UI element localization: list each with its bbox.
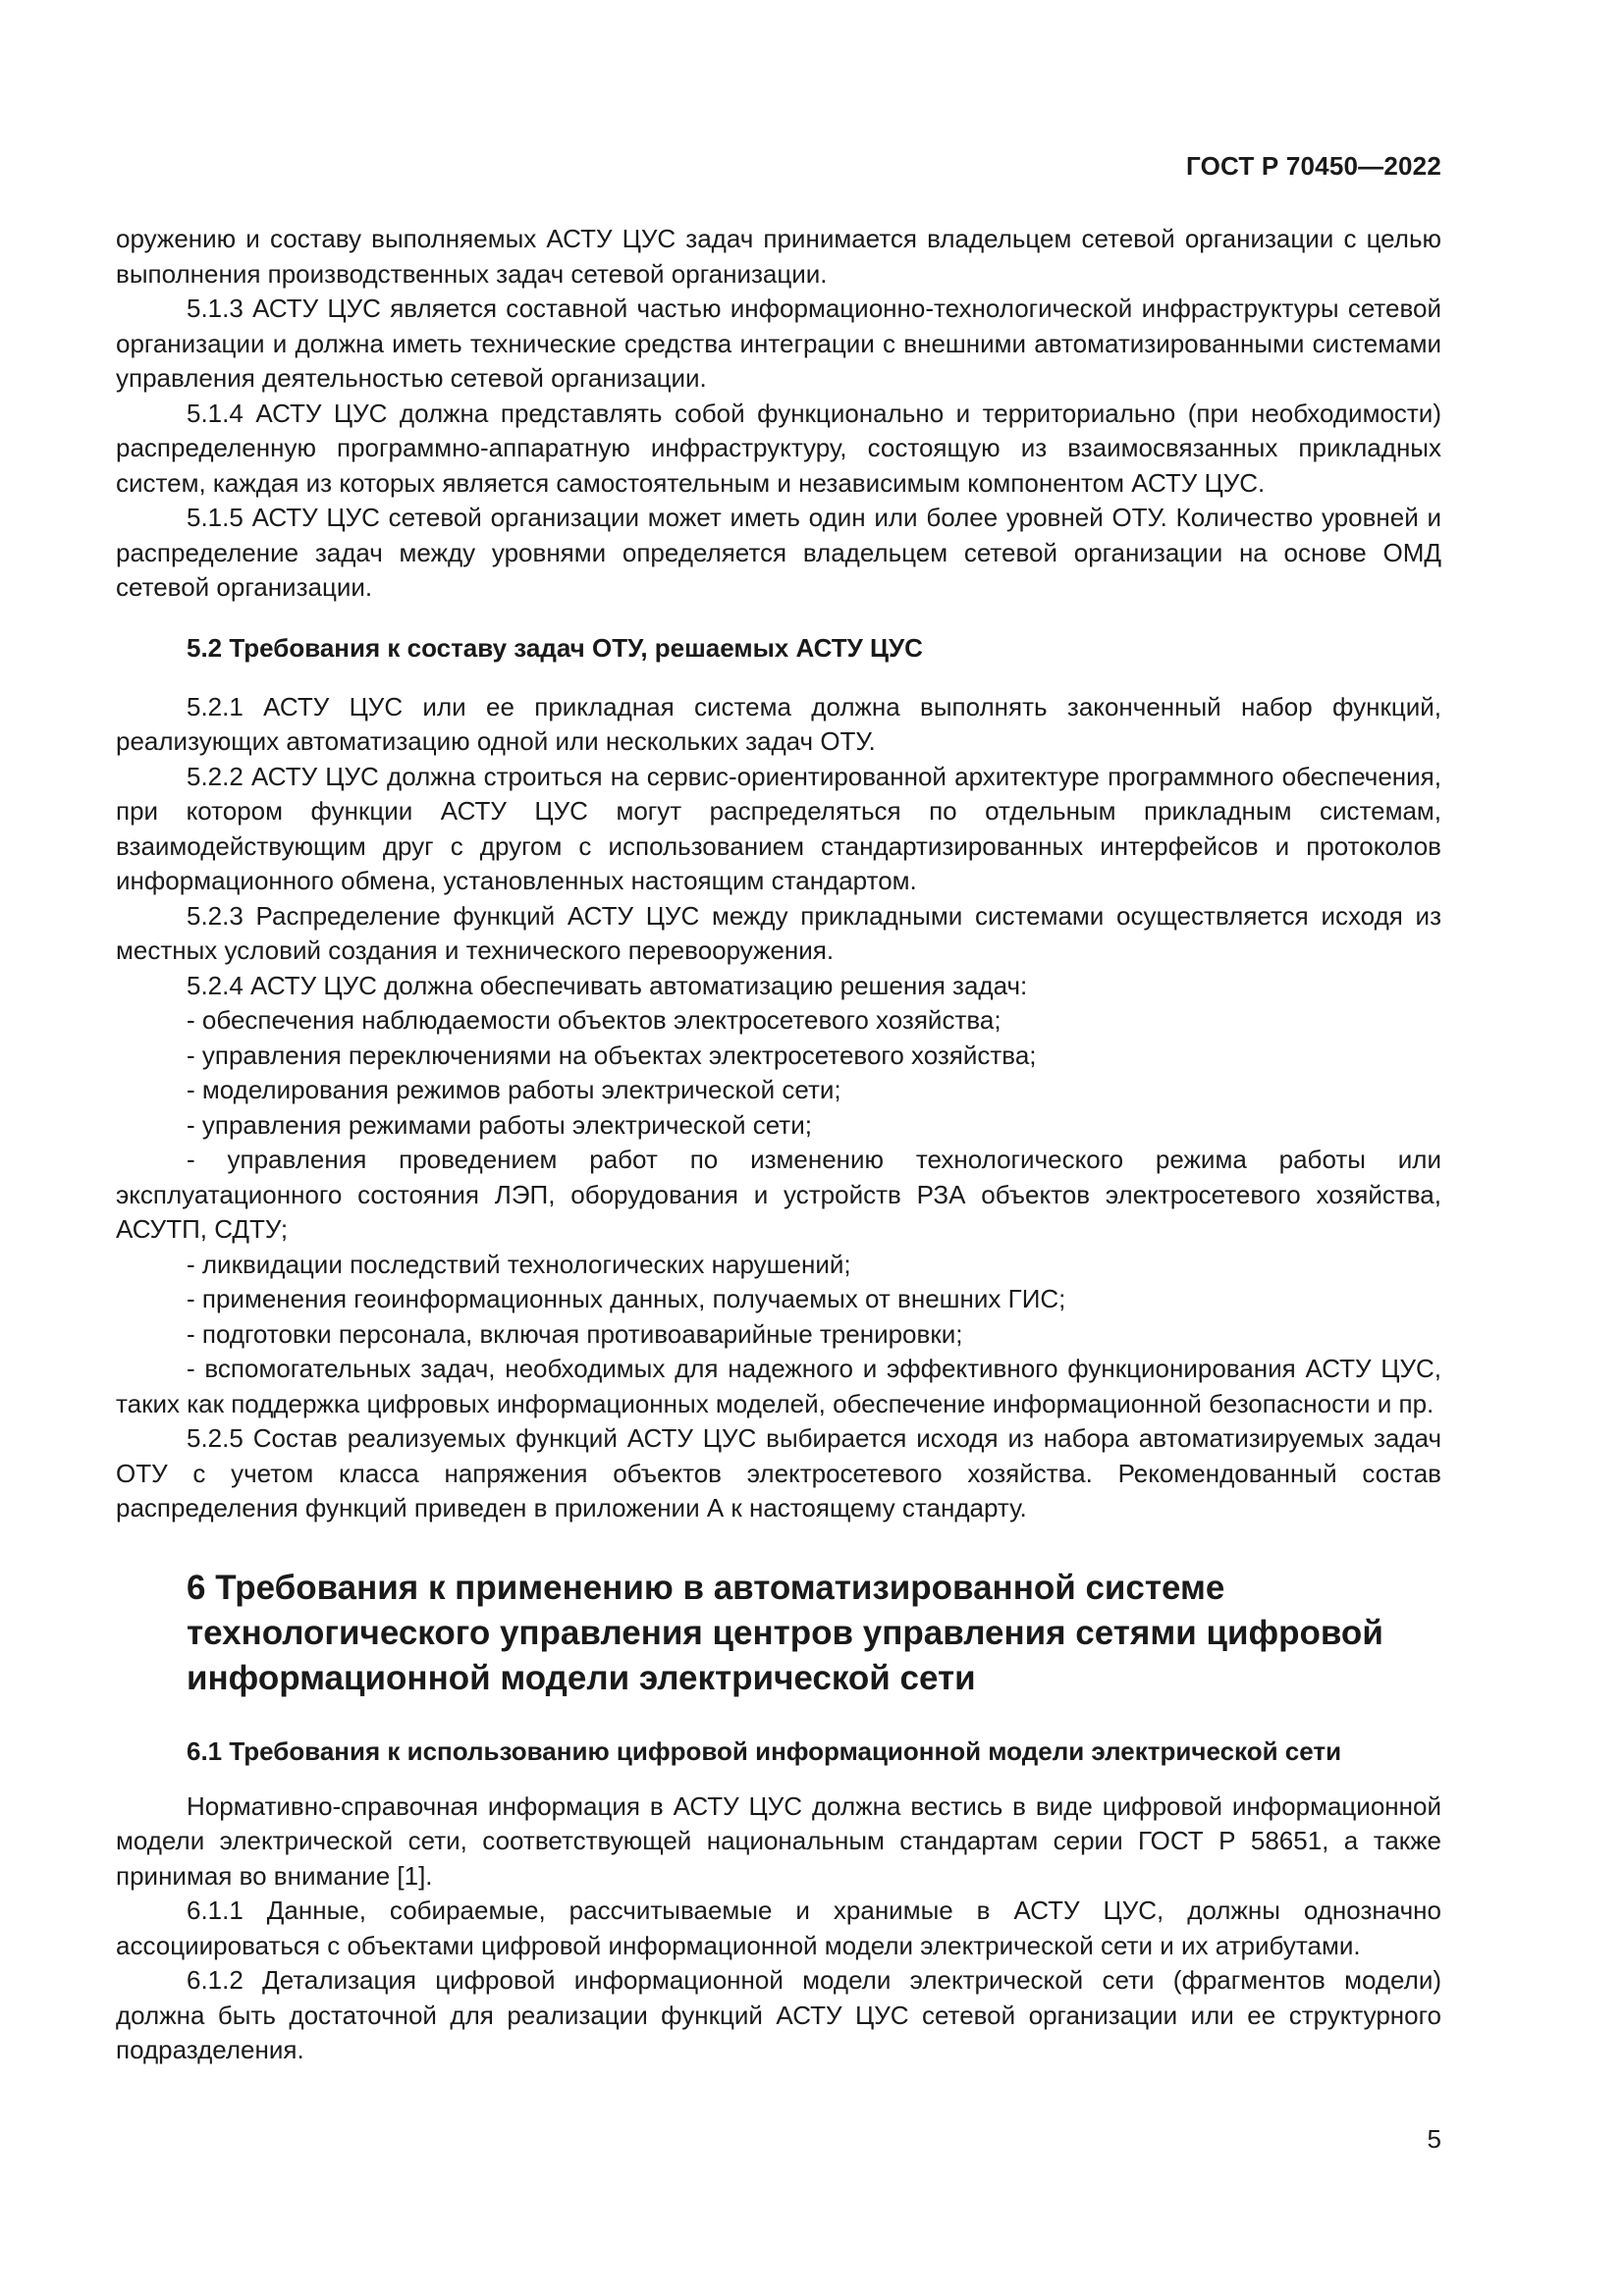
section-heading-line: технологического управления центров управления сетями цифровой — [187, 1613, 1383, 1652]
section-heading-line: информационной модели электрической сети — [187, 1658, 976, 1697]
list-item: - управления режимами работы электрической сети; — [187, 1109, 812, 1140]
paragraph-5-1-4: 5.1.4 АСТУ ЦУС должна представлять собой функционально и территориально (при необходимости) распределенную программно-аппаратную инфраструктуру, состоящую из взаимосвязанных прикладных систем, каждая из которых является самостоятельным и независимым компонентом АСТУ ЦУС. — [116, 398, 1441, 498]
list-item: - ликвидации последствий технологических нарушений; — [187, 1249, 851, 1279]
list-item: - обеспечения наблюдаемости объектов электросетевого хозяйства; — [187, 1005, 1001, 1035]
section-heading-6 — [187, 1566, 1441, 1701]
paragraph-5-2-4: 5.2.4 АСТУ ЦУС должна обеспечивать автоматизацию решения задач: — [187, 970, 1028, 1000]
paragraph-5-2-3: 5.2.3 Распределение функций АСТУ ЦУС между прикладными системами осуществляется исходя из местных условий создания и технического перевооружения. — [116, 900, 1441, 965]
list-item: - управления проведением работ по изменению технологического режима работы или эксплуатационного состояния ЛЭП, оборудования и устройств РЗА объектов электросетевого хозяйства, АСУТП, СДТУ; — [116, 1145, 1441, 1244]
paragraph-6-1-1: 6.1.1 Данные, собираемые, рассчитываемые и хранимые в АСТУ ЦУС, должны однозначно ассоциироваться с объектами цифровой информационной модели электрической сети и их атрибутами. — [116, 1896, 1441, 1960]
paragraph-6-1-2: 6.1.2 Детализация цифровой информационной модели электрической сети (фрагментов модели) должна быть достаточной для реализации функций АСТУ ЦУС сетевой организации или ее структурного подразделения. — [116, 1965, 1441, 2064]
list-item: - подготовки персонала, включая противоаварийные тренировки; — [187, 1318, 963, 1349]
paragraph-5-1-5: 5.1.5 АСТУ ЦУС сетевой организации может иметь один или более уровней ОТУ. Количество уровней и распределение задач между уровнями определяется владельцем сетевой организации на основе ОМД сетевой организации. — [116, 503, 1441, 602]
paragraph-5-2-2: 5.2.2 АСТУ ЦУС должна строиться на сервис-ориентированной архитектуре программного обеспечения, при котором функции АСТУ ЦУС могут распределяться по отдельным прикладным системам, взаимодействующим друг с другом с использованием стандартизированных интерфейсов и протоколов информационного обмена, установленных настоящим стандартом. — [116, 761, 1441, 895]
list-item: - применения геоинформационных данных, получаемых от внешних ГИС; — [187, 1284, 1066, 1313]
paragraph-5-1-3: 5.1.3 АСТУ ЦУС является составной частью информационно-технологической инфраструктуры сетевой организации и должна иметь технические средства интеграции с внешними автоматизированными системами управления деятельностью сетевой организации. — [116, 294, 1441, 393]
list-item: - моделирования режимов работы электрической сети; — [187, 1075, 841, 1104]
subsection-heading-6-1: 6.1 Требования к использованию цифровой информационной модели электрической сети — [187, 1735, 1342, 1766]
list-item: - вспомогательных задач, необходимых для надежного и эффективного функционирования АСТУ ЦУС, таких как поддержка цифровых информационных моделей, обеспечение информационной безопасности и пр. — [116, 1354, 1441, 1418]
page-number: 5 — [1427, 2124, 1441, 2154]
paragraph-5-2-5: 5.2.5 Состав реализуемых функций АСТУ ЦУС выбирается исходя из набора автоматизируемых задач ОТУ с учетом класса напряжения объектов электросетевого хозяйства. Рекомендованный состав распределения функций приведен в приложении А к настоящему стандарту. — [116, 1423, 1441, 1522]
subsection-heading-5-2: 5.2 Требования к составу задач ОТУ, решаемых АСТУ ЦУС — [187, 632, 923, 663]
section-heading-line: 6 Требования к применению в автоматизированной системе — [187, 1568, 1225, 1607]
paragraph-6-1-intro: Нормативно-справочная информация в АСТУ ЦУС должна вестись в виде цифровой информационной модели электрической сети, соответствующей национальным стандартам серии ГОСТ Р 58651, а также принимая во внимание [1]. — [116, 1790, 1441, 1891]
paragraph-continuation: оружению и составу выполняемых АСТУ ЦУС задач принимается владельцем сетевой организации с целью выполнения производственных задач сетевой организации. — [116, 224, 1441, 289]
paragraph-5-2-1: 5.2.1 АСТУ ЦУС или ее прикладная система должна выполнять законченный набор функций, реализующих автоматизацию одной или нескольких задач ОТУ. — [116, 691, 1441, 756]
list-item: - управления переключениями на объектах электросетевого хозяйства; — [187, 1040, 1037, 1070]
document-body — [116, 222, 1441, 2068]
standard-designation: ГОСТ Р 70450—2022 — [1186, 151, 1441, 181]
